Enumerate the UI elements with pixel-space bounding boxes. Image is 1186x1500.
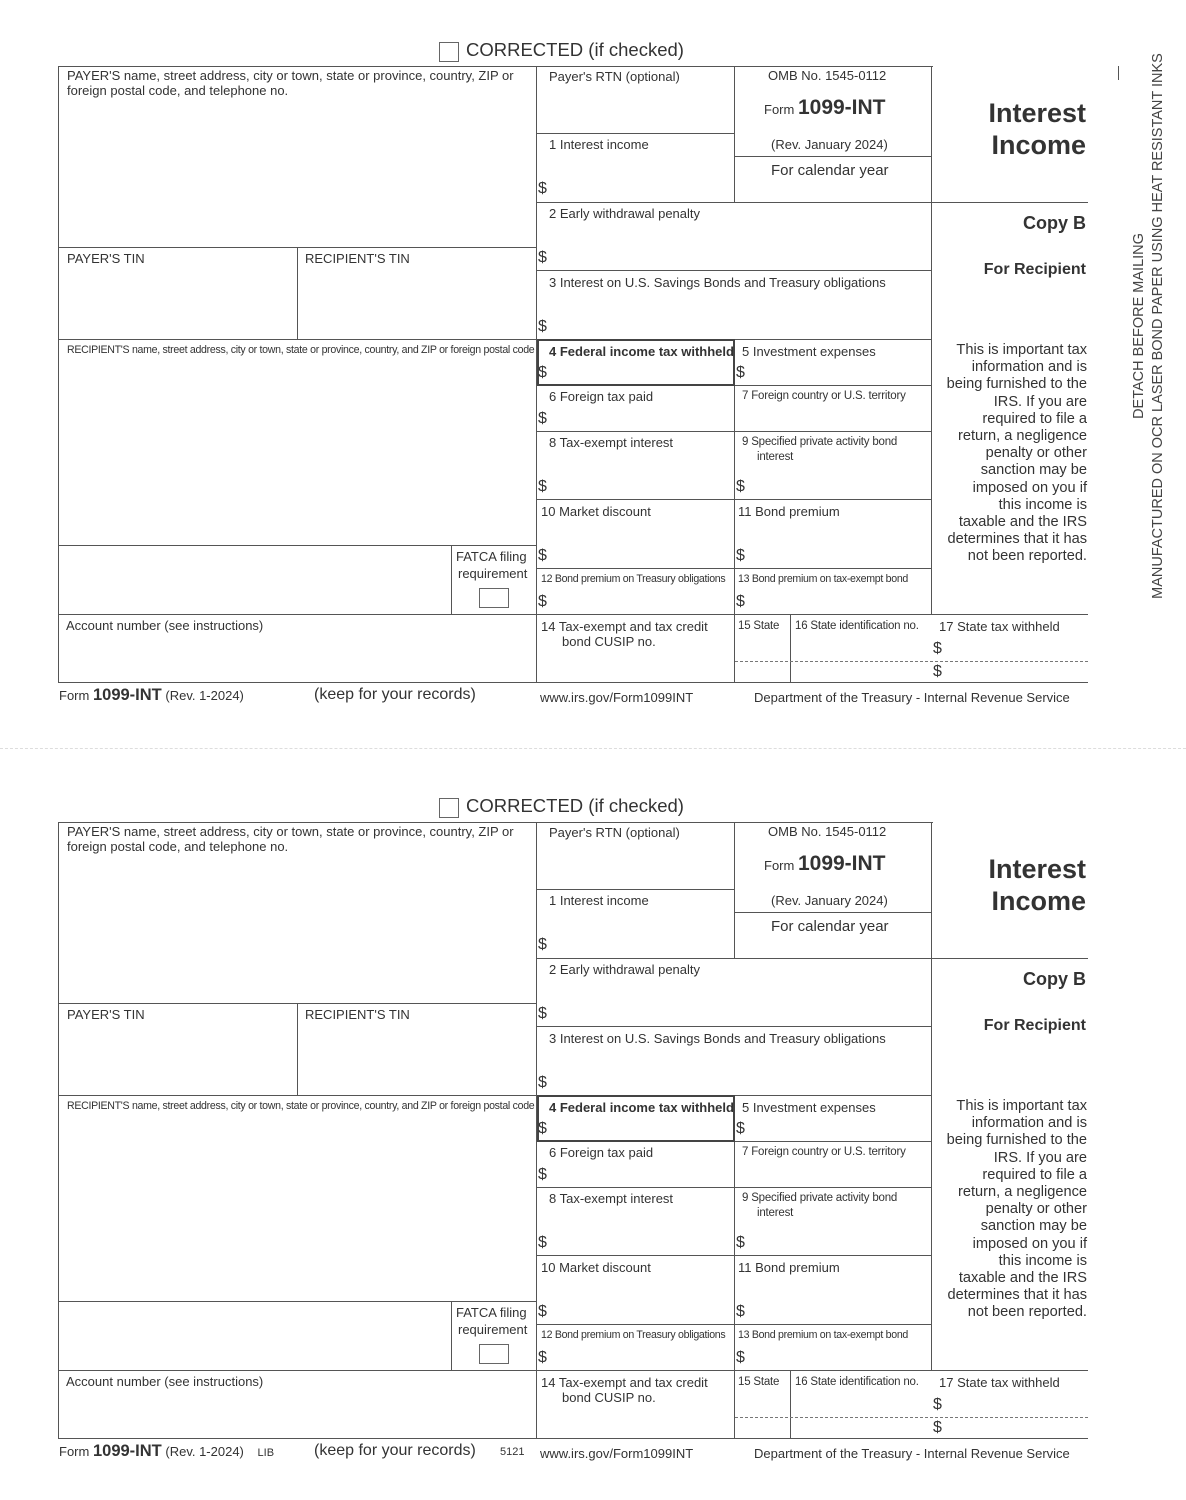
box7-label: 7 Foreign country or U.S. territory: [742, 1146, 906, 1158]
line-box2-top: [536, 958, 1088, 959]
box11-dollar: $: [736, 1303, 745, 1320]
box17-label: 17 State tax withheld: [939, 619, 1060, 634]
fatca-divider: [451, 1301, 452, 1370]
important-notice: [933, 342, 1087, 566]
col-divider-2b: [734, 339, 735, 682]
footer-dept: Department of the Treasury - Internal Revenue Service: [754, 690, 1070, 705]
tin-divider: [297, 247, 298, 339]
fatca-left-blank: [62, 1305, 447, 1367]
payer-rtn-field[interactable]: [540, 842, 730, 886]
box5-dollar: $: [736, 1120, 745, 1137]
notice-line: This is important tax: [956, 1098, 1087, 1114]
notice-line: penalty or other: [985, 445, 1087, 462]
col-divider-3: [931, 66, 932, 614]
form-word-header: Form 1099-INT: [764, 96, 886, 119]
box5-dollar: $: [736, 364, 745, 381]
notice-line: required to file a: [982, 410, 1087, 427]
box11-label: 11 Bond premium: [738, 504, 840, 519]
notice-line: this income is: [998, 496, 1087, 513]
line-account-top: [58, 614, 1088, 615]
manufacture-note: MANUFACTURED ON OCR LASER BOND PAPER USING HEAT RESISTANT INKS: [1150, 53, 1166, 599]
notice-line: being furnished to the: [946, 376, 1087, 393]
notice-line: determines that it has: [947, 531, 1087, 548]
recipient-tin-label: RECIPIENT'S TIN: [305, 251, 410, 266]
box10-dollar: $: [538, 547, 547, 564]
notice-line: taxable and the IRS: [958, 514, 1087, 531]
box4-label: 4 Federal income tax withheld: [549, 344, 734, 359]
col-divider-2b: [734, 1095, 735, 1438]
footer-form-name: 1099-INT: [92, 686, 162, 704]
box7-field[interactable]: [738, 406, 928, 429]
box10-dollar: $: [538, 1303, 547, 1320]
line-box3-top: [536, 1026, 932, 1027]
line-account-top: [58, 1370, 1088, 1371]
frame-top: [58, 822, 933, 823]
box13-dollar: $: [736, 1349, 745, 1366]
notice-line: being furnished to the: [946, 1132, 1087, 1149]
form-1099-int-copy-2: [0, 756, 1186, 1496]
box12-label: 12 Bond premium on Treasury obligations: [541, 573, 726, 585]
payer-tin-field[interactable]: [62, 1026, 294, 1092]
state-dashed-line: [735, 661, 1088, 662]
rev-date: (Rev. January 2024): [771, 893, 888, 908]
box15-label: 15 State: [738, 1376, 780, 1388]
notice-line: information and is: [971, 1115, 1087, 1132]
state-dashed-line: [735, 1417, 1088, 1418]
form-word-header: Form 1099-INT: [764, 852, 886, 875]
line-box8-top: [536, 1187, 932, 1188]
box10-label: 10 Market discount: [541, 504, 651, 519]
omb-number: OMB No. 1545-0112: [768, 68, 887, 83]
box8-label: 8 Tax-exempt interest: [549, 435, 674, 450]
notice-line: this income is: [998, 1252, 1087, 1269]
box5-label: 5 Investment expenses: [742, 1100, 876, 1115]
box7-field[interactable]: [738, 1162, 928, 1185]
line-recipient-top: [58, 339, 536, 340]
box1-dollar: $: [538, 936, 547, 953]
account-number-label: Account number (see instructions): [66, 1374, 264, 1389]
col-divider-3: [931, 822, 932, 1370]
line-box2-top: [536, 202, 1088, 203]
box17-dollar-2: $: [933, 1419, 942, 1436]
corrected-checkbox[interactable]: [439, 798, 459, 818]
box9-label: 9 Specified private activity bond: [742, 1192, 898, 1204]
title-interest: Interest: [988, 98, 1086, 128]
payer-tin-label: PAYER'S TIN: [67, 1007, 145, 1022]
box9-label-2: interest: [757, 1207, 794, 1219]
frame-bottom: [58, 1438, 1088, 1439]
box1-label: 1 Interest income: [549, 137, 649, 152]
box9-label-2: interest: [757, 451, 794, 463]
box1-dollar: $: [538, 180, 547, 197]
notice-line: imposed on you if: [972, 479, 1087, 496]
box6-label: 6 Foreign tax paid: [549, 389, 654, 404]
rev-date: (Rev. January 2024): [771, 137, 888, 152]
payer-tin-field[interactable]: [62, 270, 294, 336]
box5-field[interactable]: [750, 1118, 928, 1139]
fatca-divider: [451, 545, 452, 614]
box3-label: 3 Interest on U.S. Savings Bonds and Treasury obligations: [549, 275, 886, 290]
col-divider-2a: [734, 822, 735, 958]
box11-dollar: $: [736, 547, 745, 564]
state-divider: [790, 1370, 791, 1438]
for-recipient-label: For Recipient: [983, 1017, 1086, 1034]
box3-field[interactable]: [552, 296, 927, 336]
line-box1-top: [536, 133, 734, 134]
box14-label-2: bond CUSIP no.: [562, 1390, 656, 1405]
fatca-label: FATCA filing: [456, 549, 527, 564]
notice-line: not been reported.: [967, 548, 1087, 565]
tin-divider: [297, 1003, 298, 1095]
fatca-label: FATCA filing: [456, 1305, 527, 1320]
notice-line: IRS. If you are: [993, 393, 1087, 410]
payer-rtn-label: Payer's RTN (optional): [549, 69, 680, 84]
footer-keep: (keep for your records): [314, 1442, 476, 1459]
footer-dept: Department of the Treasury - Internal Revenue Service: [754, 1446, 1070, 1461]
form-name-header: 1099-INT: [797, 96, 886, 119]
corrected-label: CORRECTED (if checked): [466, 39, 684, 60]
box10-label: 10 Market discount: [541, 1260, 651, 1275]
calendar-year-label: For calendar year: [771, 918, 889, 935]
calendar-year-field[interactable]: [738, 182, 928, 200]
box2-field[interactable]: [552, 228, 927, 268]
box17-dollar-1: $: [933, 640, 942, 657]
footer-keep: (keep for your records): [314, 686, 476, 703]
payer-rtn-field[interactable]: [540, 86, 730, 130]
fatca-checkbox[interactable]: [479, 1344, 509, 1364]
line-box10-top: [536, 1255, 932, 1256]
line-box10-top: [536, 499, 932, 500]
box14-label: 14 Tax-exempt and tax credit: [541, 619, 708, 634]
line-box1-top: [536, 889, 734, 890]
footer-code: 5121: [500, 1446, 525, 1458]
box14-label-2: bond CUSIP no.: [562, 634, 656, 649]
omb-number: OMB No. 1545-0112: [768, 824, 887, 839]
fatca-left-blank: [62, 549, 447, 611]
notice-line: return, a negligence: [958, 1184, 1087, 1201]
footer-url: www.irs.gov/Form1099INT: [540, 690, 694, 705]
fatca-label-2: requirement: [458, 566, 528, 581]
payer-rtn-label: Payer's RTN (optional): [549, 825, 680, 840]
box8-dollar: $: [538, 478, 547, 495]
box13-label: 13 Bond premium on tax-exempt bond: [738, 1329, 908, 1341]
box3-label: 3 Interest on U.S. Savings Bonds and Treasury obligations: [549, 1031, 886, 1046]
box16-label: 16 State identification no.: [795, 620, 919, 632]
notice-line: required to file a: [982, 1166, 1087, 1183]
notice-line: information and is: [971, 359, 1087, 376]
box13-label: 13 Bond premium on tax-exempt bond: [738, 573, 908, 585]
box1-label: 1 Interest income: [549, 893, 649, 908]
recipient-tin-field[interactable]: [301, 270, 533, 336]
line-box8-top: [536, 431, 932, 432]
line-calyear-top: [734, 156, 931, 157]
box8-label: 8 Tax-exempt interest: [549, 1191, 674, 1206]
box2-label: 2 Early withdrawal penalty: [549, 962, 701, 977]
box1-interest-income-field[interactable]: [552, 916, 730, 956]
box9-label: 9 Specified private activity bond: [742, 436, 898, 448]
box8-dollar: $: [538, 1234, 547, 1251]
box4-dollar: $: [538, 1120, 547, 1137]
frame-bottom: [58, 682, 1088, 683]
notice-line: sanction may be: [980, 462, 1087, 479]
box5-field[interactable]: [750, 362, 928, 383]
copy-label: Copy B: [1023, 213, 1086, 233]
calendar-year-label: For calendar year: [771, 162, 889, 179]
frame-left: [58, 66, 59, 682]
fatca-checkbox[interactable]: [479, 588, 509, 608]
form-name-header: 1099-INT: [797, 852, 886, 875]
payer-tin-label: PAYER'S TIN: [67, 251, 145, 266]
notice-line: IRS. If you are: [993, 1149, 1087, 1166]
footer-rev: (Rev. 1-2024): [165, 688, 244, 703]
footer-form-name: 1099-INT: [92, 1442, 162, 1460]
box17-dollar-1: $: [933, 1396, 942, 1413]
box7-label: 7 Foreign country or U.S. territory: [742, 390, 906, 402]
title-income: Income: [991, 886, 1086, 916]
box16-label: 16 State identification no.: [795, 1376, 919, 1388]
account-number-label: Account number (see instructions): [66, 618, 264, 633]
line-box3-top: [536, 270, 932, 271]
corrected-label: CORRECTED (if checked): [466, 795, 684, 816]
box3-dollar: $: [538, 318, 547, 335]
notice-line: penalty or other: [985, 1201, 1087, 1218]
footer-rev: (Rev. 1-2024): [165, 1444, 244, 1459]
frame-top: [58, 66, 933, 67]
line-box12-top: [536, 568, 932, 569]
notice-line: return, a negligence: [958, 428, 1087, 445]
form-1099-int-copy-1: [0, 0, 1186, 740]
recipient-name-label: RECIPIENT'S name, street address, city or town, state or province, country, and ZIP or foreign postal code: [67, 1100, 535, 1112]
box15-label: 15 State: [738, 620, 780, 632]
recipient-tin-label: RECIPIENT'S TIN: [305, 1007, 410, 1022]
box14-label: 14 Tax-exempt and tax credit: [541, 1375, 708, 1390]
perforation-line: [0, 748, 1186, 749]
line-calyear-top: [734, 912, 931, 913]
footer-form-id: Form 1099-INT (Rev. 1-2024): [59, 686, 244, 704]
box12-dollar: $: [538, 1349, 547, 1366]
box4-label: 4 Federal income tax withheld: [549, 1100, 734, 1115]
box17-dollar-2: $: [933, 663, 942, 680]
col-divider-2a: [734, 66, 735, 202]
box9-dollar: $: [736, 478, 745, 495]
box17-label: 17 State tax withheld: [939, 1375, 1060, 1390]
payer-name-field[interactable]: [62, 100, 532, 245]
title-income: Income: [991, 130, 1086, 160]
calendar-year-field[interactable]: [738, 938, 928, 956]
title-interest: Interest: [988, 854, 1086, 884]
line-recipient-top: [58, 1095, 536, 1096]
box3-field[interactable]: [552, 1052, 927, 1092]
box2-field[interactable]: [552, 984, 927, 1024]
footer-form-id: Form 1099-INT (Rev. 1-2024) LIB: [59, 1442, 275, 1460]
line-fatca-top: [58, 545, 536, 546]
notice-line: determines that it has: [947, 1287, 1087, 1304]
box5-label: 5 Investment expenses: [742, 344, 876, 359]
recipient-name-label: RECIPIENT'S name, street address, city or town, state or province, country, and ZIP or foreign postal code: [67, 344, 535, 356]
box11-label: 11 Bond premium: [738, 1260, 840, 1275]
fatca-label-2: requirement: [458, 1322, 528, 1337]
payer-name-label: PAYER'S name, street address, city or town, state or province, country, ZIP or foreign postal code, and telephone no.: [67, 824, 514, 854]
detach-note: DETACH BEFORE MAILING: [1131, 233, 1147, 419]
account-number-field[interactable]: [62, 1392, 532, 1436]
notice-line: taxable and the IRS: [958, 1270, 1087, 1287]
frame-left: [58, 822, 59, 1438]
line-box12-top: [536, 1324, 932, 1325]
for-recipient-label: For Recipient: [983, 261, 1086, 278]
box6-dollar: $: [538, 410, 547, 427]
account-number-field[interactable]: [62, 636, 532, 680]
payer-name-label: PAYER'S name, street address, city or town, state or province, country, ZIP or foreign postal code, and telephone no.: [67, 68, 514, 98]
footer-lib: LIB: [257, 1447, 275, 1459]
box1-interest-income-field[interactable]: [552, 160, 730, 200]
box6-dollar: $: [538, 1166, 547, 1183]
box3-dollar: $: [538, 1074, 547, 1091]
state-divider: [790, 614, 791, 682]
payer-name-field[interactable]: [62, 856, 532, 1001]
recipient-tin-field[interactable]: [301, 1026, 533, 1092]
box4-dollar: $: [538, 364, 547, 381]
box13-dollar: $: [736, 593, 745, 610]
box2-label: 2 Early withdrawal penalty: [549, 206, 701, 221]
notice-line: sanction may be: [980, 1218, 1087, 1235]
box12-label: 12 Bond premium on Treasury obligations: [541, 1329, 726, 1341]
box9-dollar: $: [736, 1234, 745, 1251]
notice-line: imposed on you if: [972, 1235, 1087, 1252]
notice-line: This is important tax: [956, 342, 1087, 358]
line-fatca-top: [58, 1301, 536, 1302]
recipient-name-field[interactable]: [62, 1116, 532, 1298]
footer-url: www.irs.gov/Form1099INT: [540, 1446, 694, 1461]
box12-dollar: $: [538, 593, 547, 610]
box2-dollar: $: [538, 1005, 547, 1022]
copy-label: Copy B: [1023, 969, 1086, 989]
box2-dollar: $: [538, 249, 547, 266]
recipient-name-field[interactable]: [62, 360, 532, 542]
corrected-checkbox[interactable]: [439, 42, 459, 62]
notice-line: not been reported.: [967, 1304, 1087, 1321]
important-notice: [933, 1098, 1087, 1322]
box6-label: 6 Foreign tax paid: [549, 1145, 654, 1160]
